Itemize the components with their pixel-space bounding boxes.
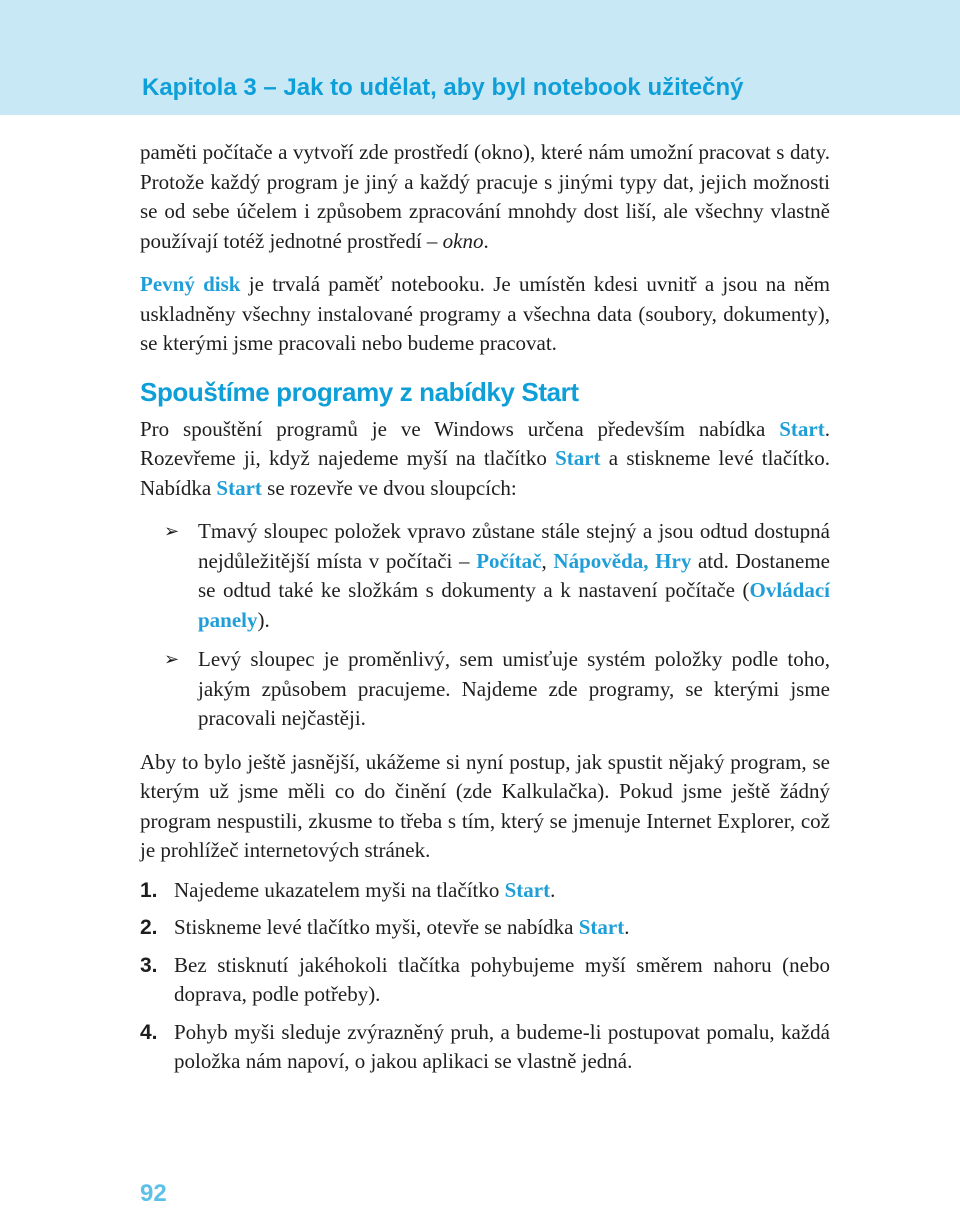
term-pevny-disk: Pevný disk bbox=[140, 272, 241, 296]
term-start: Start bbox=[504, 877, 551, 902]
paragraph-example: Aby to bylo ještě jasnější, ukážeme si nyní postup, jak spustit nějaký program, se kterým už jsme měli co do činění (zde Kalkulačka). Pokud jsme ještě žádný program nespustili, zkusme to třeba s tím, který se jmenuje Internet Explorer, což je prohlížeč internetových stránek. bbox=[140, 749, 830, 862]
page-content bbox=[140, 138, 830, 1085]
page-number: 92 bbox=[140, 1180, 167, 1207]
arrow-bullet-icon: ➢ bbox=[164, 649, 180, 670]
term-hry: Hry bbox=[655, 548, 692, 573]
term-start: Start bbox=[578, 915, 625, 939]
paragraph-1: paměti počítače a vytvoří zde prostředí (okno), které nám umožní pracovat s daty. Protože každý program je jiný a každý pracuje s jinými typy dat, jejich možnosti se od sebe účelem i způsobem zpracování mnohdy dost liší, ale všechny vlastně používají totéž jednotné prostředí – okno. bbox=[140, 140, 830, 253]
term-ovladaci-panely: Ovládací panely bbox=[198, 578, 830, 632]
term-pocitac: Počítač bbox=[476, 548, 542, 573]
chapter-title: Kapitola 3 – Jak to udělat, aby byl notebook užitečný bbox=[142, 74, 744, 101]
bullet-item: ➢ Tmavý sloupec položek vpravo zůstane stále stejný a jsou odtud dostupná nejdůležitější místa v počítači – Počítač, Nápověda, Hry atd. Dostaneme se odtud také ke složkám s dokumenty a k nastavení počítače (Ovládací panely). bbox=[164, 519, 831, 632]
term-napoveda: Nápověda, bbox=[553, 548, 649, 573]
arrow-bullet-icon: ➢ bbox=[164, 521, 180, 542]
step-item: 4. Pohyb myši sleduje zvýrazněný pruh, a budeme-li postupovat pomalu, každá položka nám napoví, o jakou aplikaci se vlastně jedná. bbox=[140, 1019, 830, 1073]
section-intro: Pro spouštění programů je ve Windows určena především nabídka Start. Rozevřeme ji, když najedeme myší na tlačítko Start a stiskneme levé tlačítko. Nabídka Start se rozevře ve dvou sloupcích: bbox=[140, 416, 830, 500]
bullet-list bbox=[140, 517, 830, 734]
emphasis-okno: okno bbox=[442, 228, 484, 253]
term-start: Start bbox=[216, 475, 262, 500]
term-start: Start bbox=[555, 446, 601, 470]
term-start: Start bbox=[779, 416, 825, 441]
step-item: 1. Najedeme ukazatelem myši na tlačítko Start. bbox=[140, 876, 830, 906]
bullet-item: ➢ Levý sloupec je proměnlivý, sem umisťuje systém položky podle toho, jakým způsobem pracujeme. Najdeme zde programy, se kterými jsme pracovali nejčastěji. bbox=[164, 647, 830, 730]
paragraph-2: Pevný disk je trvalá paměť notebooku. Je umístěn kdesi uvnitř a jsou na něm uskladněny všechny instalované programy a všechna data (soubory, dokumenty), se kterými jsme pracovali nebo budeme pracovat. bbox=[140, 272, 830, 355]
chapter-header-band bbox=[0, 0, 960, 115]
step-item: 3. Bez stisknutí jakéhokoli tlačítka pohybujeme myší směrem nahoru (nebo doprava, podle potřeby). bbox=[140, 952, 830, 1006]
step-item: 2. Stiskneme levé tlačítko myši, otevře se nabídka Start. bbox=[140, 913, 830, 943]
step-number: 1. bbox=[140, 878, 158, 902]
step-list bbox=[140, 876, 830, 1077]
step-number: 2. bbox=[140, 916, 158, 939]
step-number: 3. bbox=[140, 953, 158, 977]
step-number: 4. bbox=[140, 1020, 158, 1044]
section-heading: Spouštíme programy z nabídky Start bbox=[140, 376, 579, 407]
